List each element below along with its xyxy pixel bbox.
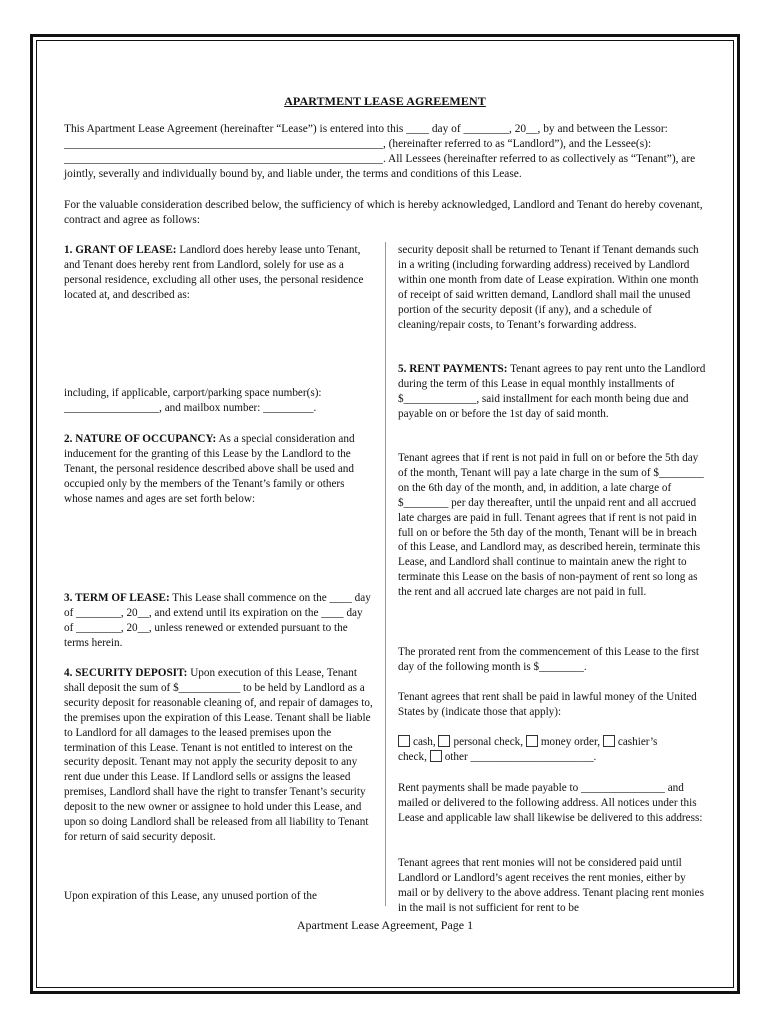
paragraph-text: Tenant agrees that if rent is not paid in full on or before the 5th day of the month, Tenant will pay a late charge in the sum of $________ on the 6th day of the month, and, in addition, a late charge of $________ per day thereafter, until the unpaid rent and all accrued late charges are paid in full. Tenant agrees that if rent is not paid in full on or before the 5th day of the month, Tenant will be in breach of this Lease, and Landlord may, as described herein, terminate this Lease, and Landlord shall continue to maintain anew the right to terminate this Lease on the basis of non-payment of rent so long as the rent and all accrued late charges are not paid in full.: [398, 452, 704, 599]
payable-to-paragraph: [398, 781, 708, 826]
paragraph-text: The prorated rent from the commencement of this Lease to the first day of the following month is $________.: [398, 646, 700, 673]
paragraph-text: security deposit shall be returned to Tenant if Tenant demands such in a writing (including forwarding address) received by Landlord within one month from date of Lease expiration. Within one month of receipt of said written demand, Landlord shall mail the unused portion of the security deposit (if any), and a schedule of cleaning/repair costs, to Tenant’s forwarding address.: [398, 244, 699, 331]
other-label: other ______________________.: [444, 750, 597, 763]
parking-mailbox-paragraph: [64, 386, 374, 416]
payment-method-options: [398, 735, 708, 765]
rent-receipt-paragraph: [398, 856, 708, 916]
paragraph-text: Tenant agrees that rent shall be paid in lawful money of the United States by (indicate those that apply):: [398, 691, 697, 718]
section-body: Landlord does hereby lease unto Tenant, and Tenant does hereby rent from Landlord, solely for use as a personal residence, excluding all other uses, the personal residence located at, and described as:: [64, 244, 364, 301]
security-deposit-continued: [398, 243, 708, 332]
paragraph-text: Upon expiration of this Lease, any unused portion of the: [64, 890, 317, 902]
section-term-of-lease: [64, 591, 374, 651]
security-deposit-tail: [64, 889, 374, 904]
section-body: Upon execution of this Lease, Tenant shall deposit the sum of $___________ to be held by Landlord as a security deposit for reasonable cleaning of, and repair of damages to, the premises upon the expiration of this Lease. Tenant shall be liable to Landlord for all damages to the leased premises upon the termination of this Lease. Tenant is not entitled to interest on the security deposit. Tenant may not apply the security deposit to any rent due under this Lease. If Landlord sells or assigns the leased premises, Landlord shall have the right to transfer Tenant’s security deposit to the new owner or assignee to hold under this Lease, and upon so doing Landlord shall be released from all liability to Tenant for return of said security deposit.: [64, 667, 373, 843]
section-security-deposit: [64, 666, 374, 845]
section-body: This Lease shall commence on the ____ day of ________, 20__, and extend until its expiration on the ____ day of ________, 20__, unless renewed or extended pursuant to the terms herein.: [64, 592, 371, 649]
personal-check-checkbox[interactable]: [438, 735, 450, 747]
late-charge-paragraph: [398, 451, 708, 600]
section-heading: 2. NATURE OF OCCUPANCY:: [64, 433, 217, 445]
section-body: Tenant agrees to pay rent unto the Landlord during the term of this Lease in equal monthly installments of $_____________, said installment for each month being due and payable on or before the 1st day of said month.: [398, 363, 706, 420]
section-grant-of-lease: [64, 243, 374, 303]
section-heading: 4. SECURITY DEPOSIT:: [64, 667, 188, 679]
prorated-rent-paragraph: [398, 645, 708, 675]
consideration-paragraph: For the valuable consideration described below, the sufficiency of which is hereby acknowledged, Landlord and Tenant do hereby covenant, contract and agree as follows:: [64, 199, 703, 226]
intro-paragraph: This Apartment Lease Agreement (hereinafter “Lease”) is entered into this ____ day of ________, 20__, by and between the Lessor: ________________________________________________________, (hereinafter referred to as “Landlord”), and the Lessee(s): ________________________________________________________. All Lessees (hereinafter referred to as collectively as “Tenant”), are jointly, severally and individually bound by, and liable under, the terms and conditions of this Lease.: [64, 123, 696, 180]
money-order-checkbox[interactable]: [526, 735, 538, 747]
cashiers-check-label-cont: check,: [398, 750, 427, 763]
document-title: APARTMENT LEASE AGREEMENT: [284, 94, 486, 108]
page-footer: Apartment Lease Agreement, Page 1: [296, 918, 474, 932]
cashiers-check-label: cashier’s: [617, 736, 658, 748]
section-heading: 3. TERM OF LEASE:: [64, 592, 170, 604]
paragraph-text: Tenant agrees that rent monies will not be considered paid until Landlord or Landlord’s agent receives the rent monies, either by mail or by delivery to the above address. Tenant placing rent monies in the mail is not sufficient for rent to be: [398, 857, 704, 914]
column-divider: [385, 242, 386, 906]
section-rent-payments: [398, 362, 708, 422]
section-body: As a special consideration and inducement for the granting of this Lease by the Landlord to the Tenant, the personal residence described above shall be used and occupied only by the members of the Tenant’s family or others whose names and ages are set forth below:: [64, 433, 355, 505]
section-heading: 5. RENT PAYMENTS:: [398, 363, 508, 375]
parking-text: including, if applicable, carport/parking space number(s): _________________, and mailbox number: _________.: [64, 387, 322, 414]
lawful-money-paragraph: [398, 690, 708, 720]
paragraph-text: Rent payments shall be made payable to _______________ and mailed or delivered to the following address. All notices under this Lease and applicable law shall likewise be delivered to this address:: [398, 782, 703, 824]
other-checkbox[interactable]: [430, 750, 442, 762]
cashiers-check-checkbox[interactable]: [603, 735, 615, 747]
cash-label: cash,: [413, 736, 436, 748]
personal-check-label: personal check,: [453, 736, 524, 748]
section-heading: 1. GRANT OF LEASE:: [64, 244, 177, 256]
section-nature-of-occupancy: [64, 432, 374, 507]
money-order-label: money order,: [540, 736, 601, 748]
cash-checkbox[interactable]: [398, 735, 410, 747]
